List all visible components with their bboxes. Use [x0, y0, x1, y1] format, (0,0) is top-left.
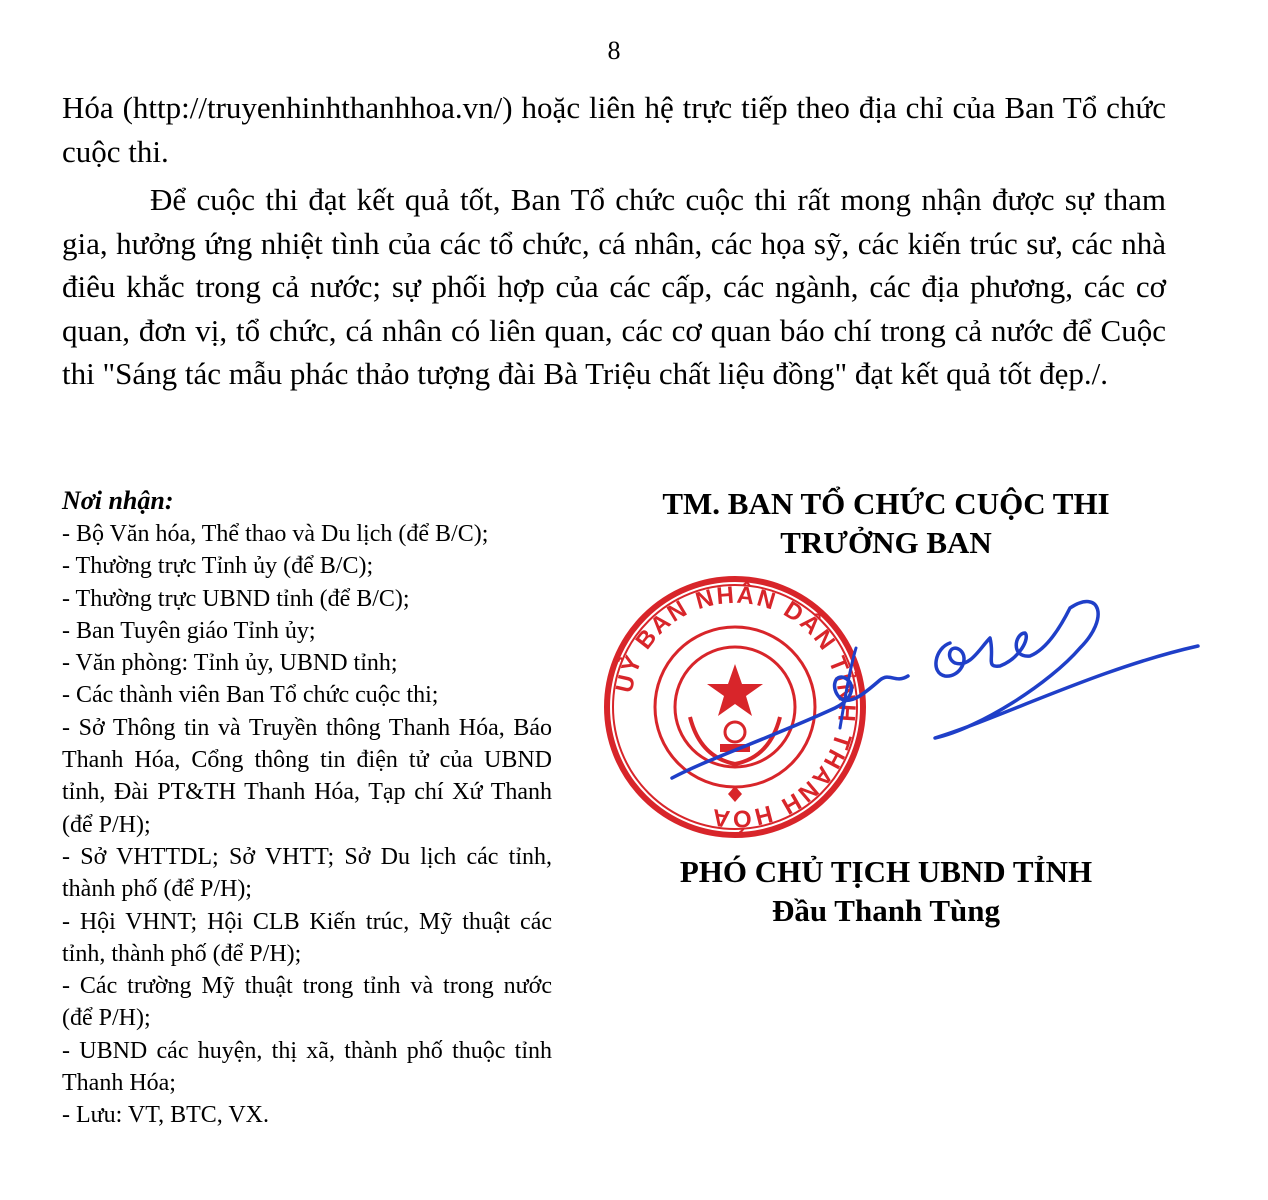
handwritten-signature	[650, 588, 1220, 788]
recipient-item: - Thường trực Tỉnh ủy (để B/C);	[62, 553, 374, 580]
body-text	[62, 86, 1166, 396]
page-number: 8	[607, 36, 621, 65]
signature-title: TM. BAN TỔ CHỨC CUỘC THI	[662, 486, 1110, 521]
recipient-item: - Thường trực UBND tỉnh (để B/C);	[62, 585, 410, 612]
signature-block	[606, 484, 1166, 562]
recipient-item: - Lưu: VT, BTC, VX.	[62, 1102, 270, 1129]
recipient-item: - UBND các huyện, thị xã, thành phố thuộc tỉnh Thanh Hóa;	[62, 1037, 552, 1097]
signer-name: Đầu Thanh Tùng	[771, 893, 1001, 928]
signature-role: TRƯỞNG BAN	[780, 525, 992, 560]
recipient-item: - Văn phòng: Tỉnh ủy, UBND tỉnh;	[62, 650, 398, 677]
recipient-item: - Các trường Mỹ thuật trong tỉnh và trong nước (để P/H);	[62, 973, 552, 1032]
signer-block	[606, 852, 1166, 930]
signer-position: PHÓ CHỦ TỊCH UBND TỈNH	[679, 854, 1093, 889]
recipients-heading: Nơi nhận:	[62, 486, 174, 515]
seal-text: UỶ BAN NHÂN DÂN TỈNH THANH HÓA	[610, 581, 861, 833]
recipient-item: - Bộ Văn hóa, Thể thao và Du lịch (để B/C);	[62, 521, 489, 547]
recipient-item: - Sở Thông tin và Truyền thông Thanh Hóa, Báo Thanh Hóa, Cổng thông tin điện tử của UBND tỉnh, Đài PT&TH Thanh Hóa, Tạp chí Xứ Thanh (để P/H);	[62, 714, 552, 838]
recipient-item: - Ban Tuyên giáo Tỉnh ủy;	[62, 617, 316, 644]
recipients-list	[62, 484, 552, 1132]
recipient-item: - Các thành viên Ban Tổ chức cuộc thi;	[62, 682, 439, 709]
paragraph-2: Để cuộc thi đạt kết quả tốt, Ban Tổ chức cuộc thi rất mong nhận được sự tham gia, hưởng ứng nhiệt tình của các tổ chức, cá nhân, các họa sỹ, các kiến trúc sư, các nhà điêu khắc trong cả nước; sự phối hợp của các cấp, các ngành, các địa phương, các cơ quan, đơn vị, tổ chức, cá nhân có liên quan, các cơ quan báo chí trong cả nước để Cuộc thi "Sáng tác mẫu phác thảo tượng đài Bà Triệu chất liệu đồng" đạt kết quả tốt đẹp./.	[62, 182, 1166, 391]
paragraph-1: Hóa (http://truyenhinhthanhhoa.vn/) hoặc liên hệ trực tiếp theo địa chỉ của Ban Tổ chức cuộc thi.	[62, 90, 1166, 169]
recipient-item: - Hội VHNT; Hội CLB Kiến trúc, Mỹ thuật các tỉnh, thành phố (để P/H);	[62, 908, 552, 967]
recipient-item: - Sở VHTTDL; Sở VHTT; Sở Du lịch các tỉnh, thành phố (để P/H);	[62, 843, 552, 903]
